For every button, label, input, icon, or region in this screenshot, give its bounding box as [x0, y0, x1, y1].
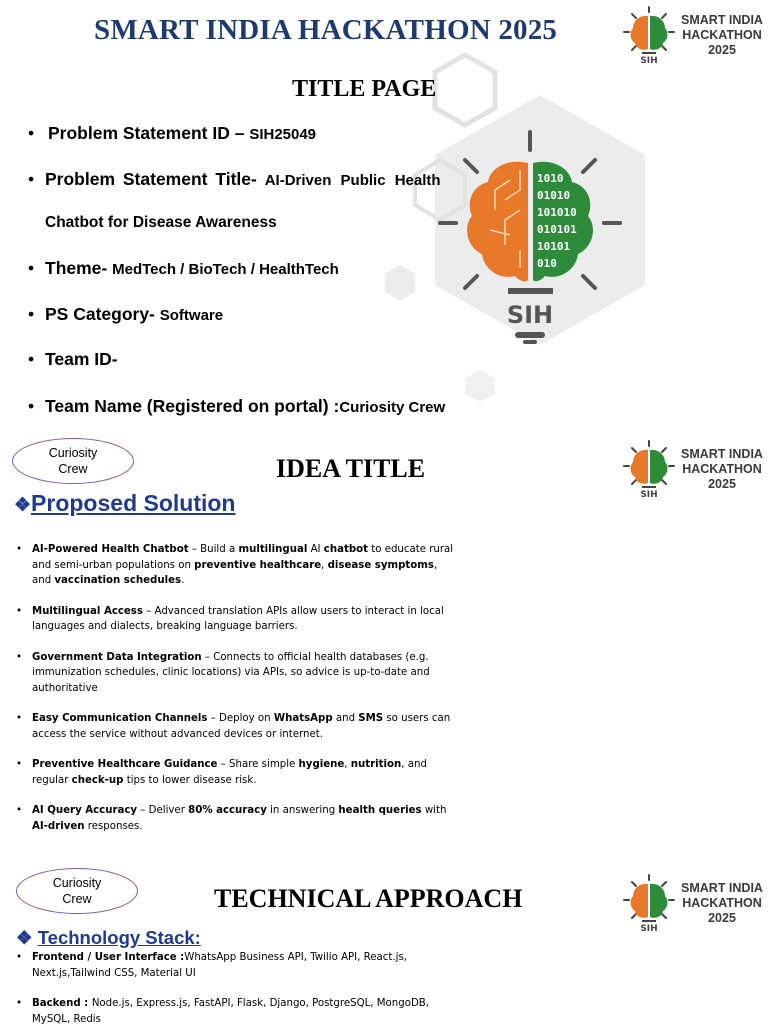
section-title: TECHNICAL APPROACH [214, 884, 523, 913]
list-item-frontend: • Frontend / User Interface :WhatsApp Business API, Twilio API, React.js, Next.js,Tailwind CSS, Material UI [16, 952, 408, 979]
technology-stack-heading: ❖ Technology Stack: [16, 927, 201, 948]
svg-text:SIH: SIH [640, 490, 658, 500]
logo-text: SMART INDIA HACKATHON 2025 [681, 13, 763, 57]
team-badge: Curiosity Crew [12, 438, 134, 484]
tech-stack-list [16, 950, 436, 1024]
binary-row: 01010 [537, 189, 571, 202]
binary-row: 101010 [537, 206, 577, 219]
event-title: SMART INDIA HACKATHON 2025 [94, 14, 558, 46]
solution-item: • AI Query Accuracy – Deliver 80% accuracy in answering health queries with AI-driven responses. [16, 805, 447, 832]
svg-text:SIH: SIH [640, 56, 658, 66]
list-item-ps-id: • Problem Statement ID – SIH25049 [28, 123, 317, 143]
list-item-backend: • Backend : Node.js, Express.js, FastAPI, Flask, Django, PostgreSQL, MongoDB, MySQL, Redis [16, 998, 430, 1024]
solution-item: • Multilingual Access – Advanced translation APIs allow users to interact in local languages and dialects, breaking language barriers. [16, 605, 444, 632]
technical-slide [0, 864, 768, 1024]
svg-text:SIH: SIH [640, 924, 658, 934]
list-item-team-id: • Team ID- [28, 349, 118, 369]
solution-item: • Easy Communication Channels – Deploy on WhatsApp and SMS so users can access the service without advanced devices or internet. [16, 713, 451, 740]
list-item-ps-title: • Problem Statement Title- AI-Driven Public Health [28, 169, 441, 189]
list-item-theme: • Theme- MedTech / BioTech / HealthTech [28, 258, 339, 278]
solution-list [16, 542, 456, 849]
sih-emblem-text: SIH [506, 301, 554, 329]
sih-logo-icon [620, 438, 678, 504]
list-item-team-name: • Team Name (Registered on portal) :Curiosity Crew [28, 396, 446, 416]
binary-row: 010 [537, 257, 557, 270]
sih-logo [620, 438, 762, 508]
sih-logo [620, 872, 762, 942]
idea-slide [0, 432, 768, 864]
logo-text: SMART INDIA HACKATHON 2025 [681, 881, 763, 925]
list-item-ps-title-continuation: Chatbot for Disease Awareness [45, 214, 277, 231]
binary-row: 010101 [537, 223, 577, 236]
binary-row: 10101 [537, 240, 571, 253]
proposed-solution-heading: ❖Proposed Solution [14, 490, 236, 516]
solution-item: • Government Data Integration – Connects to official health databases (e.g. immunization schedules, clinic locations) via APIs, so advice is up-to-date and authoritative [16, 651, 430, 694]
title-info-list [0, 0, 768, 432]
logo-text: SMART INDIA HACKATHON 2025 [681, 447, 763, 491]
section-title: IDEA TITLE [276, 454, 426, 483]
solution-item: • Preventive Healthcare Guidance – Share simple hygiene, nutrition, and regular check-up tips to lower disease risk. [16, 759, 427, 786]
list-item-category: • PS Category- Software [28, 304, 224, 324]
diamond-bullet-icon: ❖ [16, 927, 33, 948]
solution-item: • AI-Powered Health Chatbot – Build a multilingual AI chatbot to educate rural and semi-urban populations on preventive healthcare, disease symptoms, and vaccination schedules. [16, 544, 454, 586]
binary-row: 1010 [537, 172, 564, 185]
diamond-bullet-icon: ❖ [14, 495, 32, 516]
title-slide [0, 0, 768, 432]
page-title: TITLE PAGE [292, 76, 437, 102]
sih-logo-icon [620, 872, 678, 938]
team-badge: Curiosity Crew [16, 868, 138, 914]
